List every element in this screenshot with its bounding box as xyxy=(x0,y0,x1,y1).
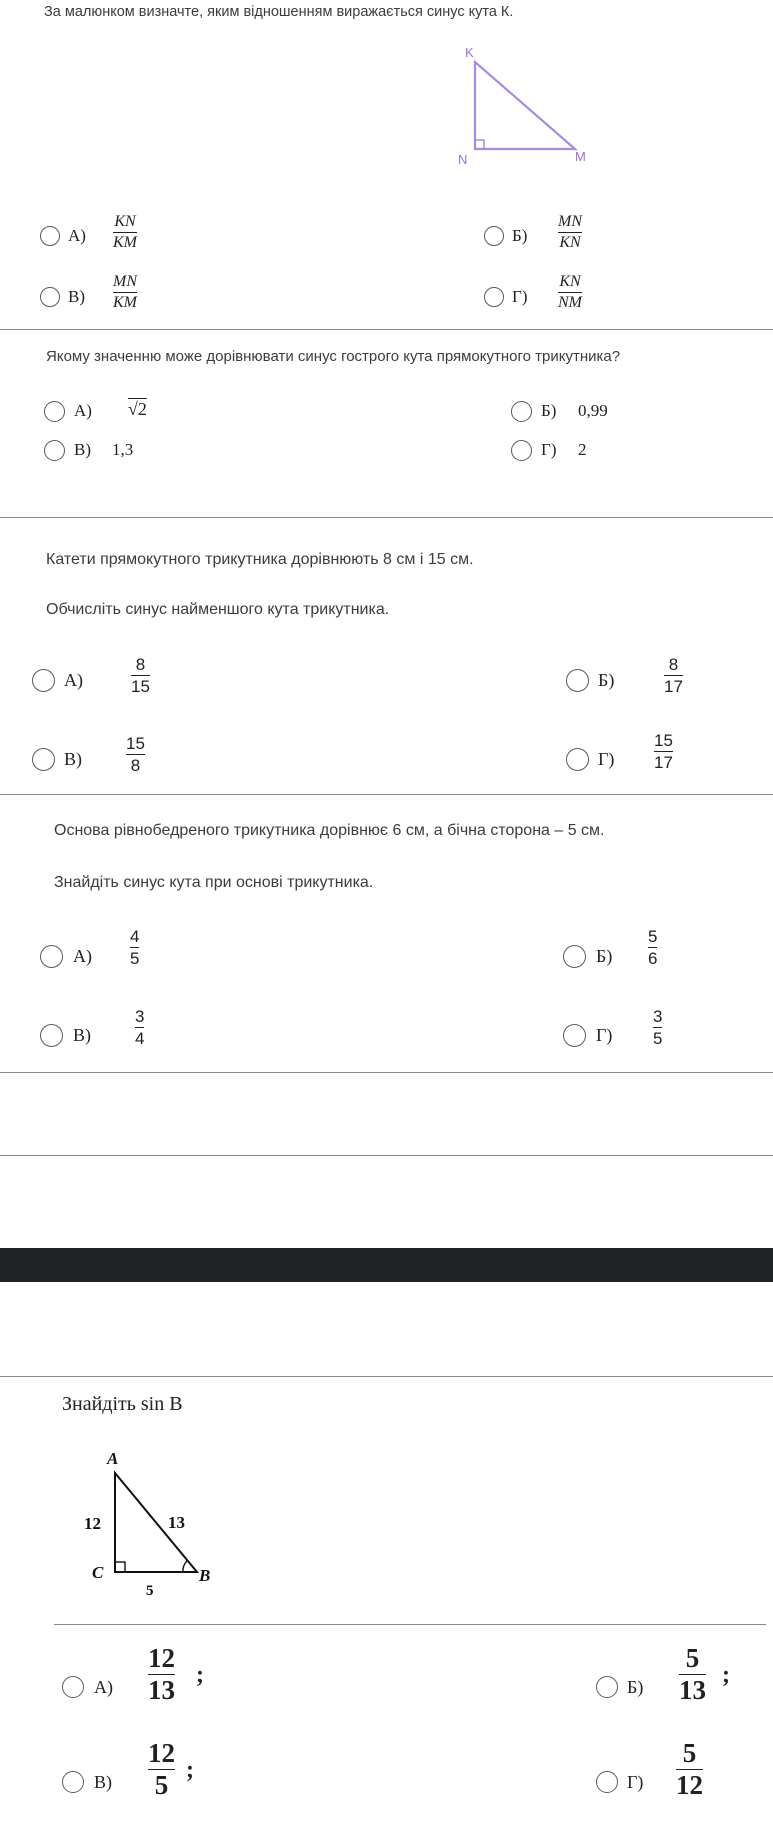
q2-option-a-value: √2 xyxy=(128,399,147,419)
q5-option-c-radio[interactable] xyxy=(62,1771,84,1793)
q3-option-b-fraction: 8 17 xyxy=(664,655,683,697)
q5-option-d-radio[interactable] xyxy=(596,1771,618,1793)
q5-option-c-letter: В) xyxy=(94,1772,112,1792)
divider-4 xyxy=(0,1072,773,1073)
q3-line1: Катети прямокутного трикутника дорівнюють 8 см і 15 см. xyxy=(46,551,474,568)
q3-option-a-radio[interactable] xyxy=(32,669,55,692)
q4-line2: Знайдіть синус кута при основі трикутника. xyxy=(54,874,374,891)
q2-option-b-radio[interactable] xyxy=(511,401,532,422)
q1-option-b-radio[interactable] xyxy=(484,226,504,246)
q1-option-a-radio[interactable] xyxy=(40,226,60,246)
q4-option-b-radio[interactable] xyxy=(563,945,586,968)
q3-option-b-radio[interactable] xyxy=(566,669,589,692)
q2-option-a-letter: А) xyxy=(74,401,92,420)
q2-option-c-radio[interactable] xyxy=(44,440,65,461)
triangle-knm xyxy=(475,62,575,149)
q2-text: Якому значенню може дорівнювати синус гострого кута прямокутного трикутника? xyxy=(46,348,621,365)
q4-line1: Основа рівнобедреного трикутника дорівнює 6 см, а бічна сторона – 5 см. xyxy=(54,822,605,839)
divider-2 xyxy=(0,517,773,518)
q1-option-b-fraction: MN KN xyxy=(558,213,582,252)
q4-option-d-letter: Г) xyxy=(596,1025,613,1045)
q1-option-a-letter: А) xyxy=(68,226,86,245)
q3-line2: Обчисліть синус найменшого кута трикутника. xyxy=(46,601,390,618)
vertex-label-a: A xyxy=(107,1449,119,1468)
q3-option-c-letter: В) xyxy=(64,749,82,769)
divider-5 xyxy=(0,1155,773,1156)
q4-option-b-letter: Б) xyxy=(596,946,613,966)
q5-text: Знайдіть sin B xyxy=(62,1393,183,1415)
q3-option-b-letter: Б) xyxy=(598,670,615,690)
q3-option-a-letter: А) xyxy=(64,670,83,690)
q5-option-b-semicolon: ; xyxy=(722,1662,730,1688)
vertex-label-b: B xyxy=(199,1566,211,1585)
q5-option-a-radio[interactable] xyxy=(62,1676,84,1698)
q3-option-c-fraction: 15 8 xyxy=(126,734,145,776)
side-label-cb: 5 xyxy=(146,1583,154,1595)
q5-option-d-letter: Г) xyxy=(627,1772,644,1792)
divider-3 xyxy=(0,794,773,795)
q4-option-a-letter: А) xyxy=(73,946,92,966)
q5-option-b-letter: Б) xyxy=(627,1677,644,1697)
q2-option-d-value: 2 xyxy=(578,440,587,459)
q5-option-d-fraction: 5 12 xyxy=(676,1738,703,1801)
divider-7 xyxy=(54,1624,766,1625)
q3-option-d-radio[interactable] xyxy=(566,748,589,771)
q1-option-c-radio[interactable] xyxy=(40,287,60,307)
q4-option-d-radio[interactable] xyxy=(563,1024,586,1047)
q4-option-a-radio[interactable] xyxy=(40,945,63,968)
q4-option-c-radio[interactable] xyxy=(40,1024,63,1047)
q3-option-c-radio[interactable] xyxy=(32,748,55,771)
q5-option-b-fraction: 5 13 xyxy=(679,1643,706,1706)
q5-triangle-figure xyxy=(75,1445,225,1595)
q4-option-c-letter: В) xyxy=(73,1025,91,1045)
q2-option-a-radio[interactable] xyxy=(44,401,65,422)
q1-option-a-fraction: KN KM xyxy=(113,213,137,252)
q1-option-c-fraction: MN KM xyxy=(113,273,137,312)
q1-option-d-letter: Г) xyxy=(512,287,528,306)
q4-option-a-fraction: 4 5 xyxy=(130,927,140,969)
q2-option-b-value: 0,99 xyxy=(578,401,608,420)
q3-option-d-fraction: 15 17 xyxy=(654,731,673,773)
q5-option-a-semicolon: ; xyxy=(196,1662,204,1688)
q2-option-c-letter: В) xyxy=(74,440,91,459)
q5-option-c-semicolon: ; xyxy=(186,1757,194,1783)
divider-1 xyxy=(0,329,773,330)
q4-option-c-fraction: 3 4 xyxy=(135,1007,145,1049)
angle-b-arc xyxy=(183,1561,187,1572)
q2-option-d-radio[interactable] xyxy=(511,440,532,461)
vertex-label-c: C xyxy=(92,1563,104,1582)
q1-triangle-figure xyxy=(455,42,605,192)
q3-option-d-letter: Г) xyxy=(598,749,615,769)
q1-option-c-letter: В) xyxy=(68,287,85,306)
q2-option-c-value: 1,3 xyxy=(112,440,134,459)
q3-option-a-fraction: 8 15 xyxy=(131,655,150,697)
side-label-ac: 12 xyxy=(84,1514,101,1533)
q4-option-d-fraction: 3 5 xyxy=(653,1007,663,1049)
q5-option-c-fraction: 12 5 xyxy=(148,1738,175,1801)
q2-option-b-letter: Б) xyxy=(541,401,557,420)
right-angle-mark xyxy=(115,1562,125,1572)
divider-6 xyxy=(0,1376,773,1377)
q1-option-d-radio[interactable] xyxy=(484,287,504,307)
q2-option-d-letter: Г) xyxy=(541,440,557,459)
q1-option-b-letter: Б) xyxy=(512,226,528,245)
q4-option-b-fraction: 5 6 xyxy=(648,927,658,969)
q1-option-d-fraction: KN NM xyxy=(558,273,582,312)
q5-option-b-radio[interactable] xyxy=(596,1676,618,1698)
dark-separator-band xyxy=(0,1248,773,1282)
vertex-label-k: K xyxy=(465,45,474,60)
vertex-label-m: M xyxy=(575,149,586,164)
q1-text: За малюнком визначте, яким відношенням виражається синус кута К. xyxy=(44,4,514,20)
side-label-ab: 13 xyxy=(168,1513,185,1532)
q5-option-a-letter: А) xyxy=(94,1677,113,1697)
right-angle-mark xyxy=(475,140,484,149)
q5-option-a-fraction: 12 13 xyxy=(148,1643,175,1706)
vertex-label-n: N xyxy=(458,152,468,167)
